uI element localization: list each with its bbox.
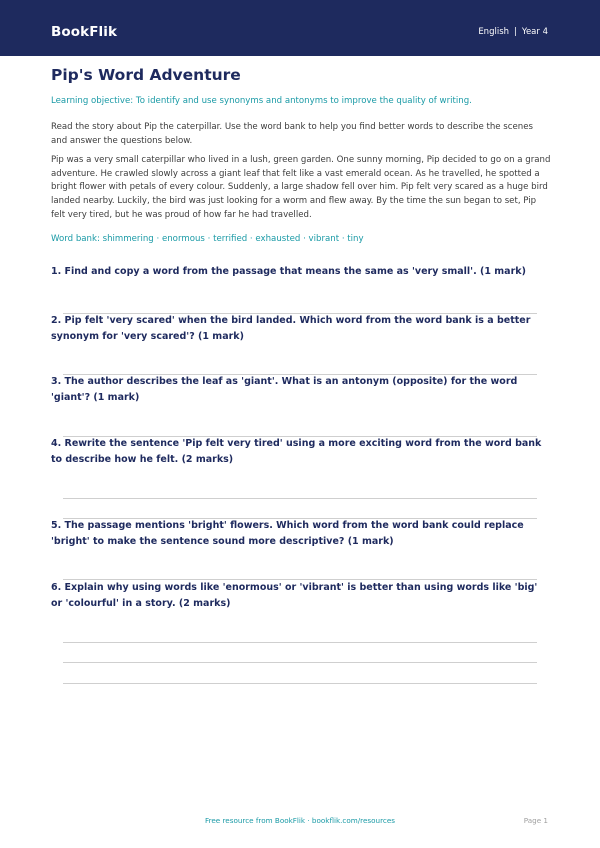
footer-credit: Free resource from BookFlik · bookflik.com/resources bbox=[204, 816, 396, 825]
story-passage: Pip was a very small caterpillar who lived in a lush, green garden. One sunny morning, Pip decided to go on a grand adventure. He crawled slowly across a giant leaf that felt like a vast emerald ocean. As he travelled, he spotted a bright flower with petals of every colour. Suddenly, a large shadow fell over him. Pip felt very scared as a huge bird landed nearby. Luckily, the bird was just looking for a worm and flew away. By the time the sun began to set, Pip felt very tired, but he was proud of how far he had travelled. bbox=[51, 155, 551, 220]
question-1: 1. Find and copy a word from the passage that means the same as 'very small'. (1 mark) bbox=[51, 266, 526, 277]
answer-line[interactable] bbox=[63, 662, 537, 663]
answer-line[interactable] bbox=[63, 642, 537, 643]
meta-separator: | bbox=[514, 27, 517, 37]
instructions-text: Read the story about Pip the caterpillar. Use the word bank to help you find better words to describe the scenes and answer the questions below. bbox=[51, 122, 534, 146]
page-title: Pip's Word Adventure bbox=[51, 66, 241, 84]
answer-line[interactable] bbox=[63, 498, 537, 499]
question-4: 4. Rewrite the sentence 'Pip felt very tired' using a more exciting word from the word bank to describe how he felt. (2 marks) bbox=[51, 438, 542, 465]
subject-label: English bbox=[478, 27, 510, 37]
question-2: 2. Pip felt 'very scared' when the bird landed. Which word from the word bank is a better synonym for 'very scared'? (1 mark) bbox=[51, 315, 531, 342]
subject-year-label bbox=[478, 27, 548, 37]
question-3: 3. The author describes the leaf as 'giant'. What is an antonym (opposite) for the word 'giant'? (1 mark) bbox=[51, 376, 518, 403]
answer-line[interactable] bbox=[63, 683, 537, 684]
question-5: 5. The passage mentions 'bright' flowers. Which word from the word bank could replace 'bright' to make the sentence sound more descriptive? (1 mark) bbox=[51, 520, 524, 547]
word-bank: Word bank: shimmering · enormous · terrified · exhausted · vibrant · tiny bbox=[51, 234, 364, 244]
year-label: Year 4 bbox=[521, 27, 548, 37]
header-bar bbox=[0, 0, 600, 56]
brand-logo: BookFlik bbox=[51, 24, 118, 40]
question-6: 6. Explain why using words like 'enormous' or 'vibrant' is better than using words like 'big' or 'colourful' in a story. (2 marks) bbox=[51, 582, 538, 609]
learning-objective: Learning objective: To identify and use synonyms and antonyms to improve the quality of writing. bbox=[51, 96, 472, 106]
page-number: Page 1 bbox=[523, 816, 548, 825]
